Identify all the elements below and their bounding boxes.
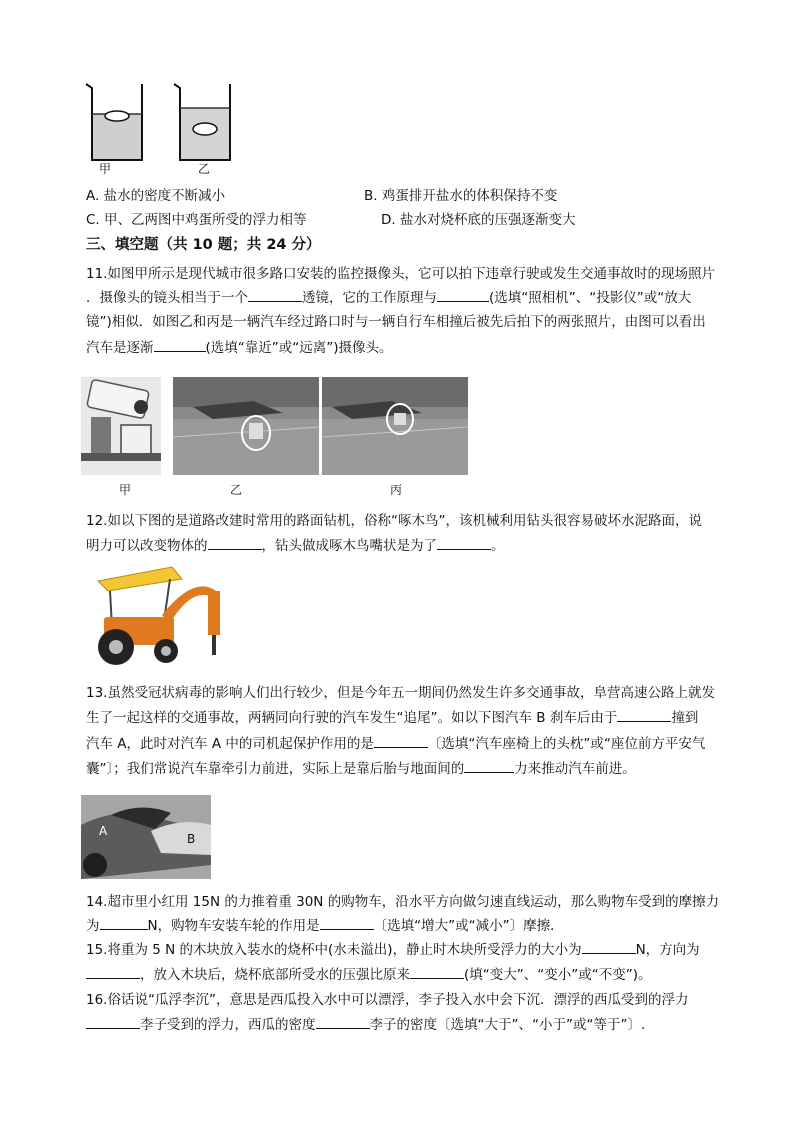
photo-caption-yi: 乙 [229,483,242,497]
answer-blank[interactable] [374,733,428,748]
q15-line1 [86,938,700,962]
answer-blank[interactable] [437,535,491,550]
answer-blank[interactable] [154,337,206,352]
q12-text: 明力可以改变物体的 [86,538,208,554]
beaker-yi [174,84,230,160]
camera-drawing [81,377,161,475]
q14-text: 为 [86,918,100,934]
beaker-jia [86,84,142,160]
q11-text: (选填“靠近”或“远离”)摄像头。 [205,340,393,356]
q14-line2 [86,914,564,938]
answer-blank[interactable] [464,758,514,773]
q15-line2 [86,963,652,987]
answer-blank[interactable] [248,287,302,302]
q11-line1: 11.如图甲所示是现代城市很多路口安装的监控摄像头，它可以拍下违章行驶或发生交通事故时的现场照片 [86,266,715,282]
q15-text: ，放入木块后，烧杯底部所受水的压强比原来 [140,967,410,983]
egg-jia [105,111,129,121]
q11-text: (选填“照相机”、“投影仪”或“放大 [489,290,692,306]
answer-blank[interactable] [410,964,464,979]
q14-text: 〔选填“增大”或“减小”〕摩擦． [373,918,564,934]
traffic-drawing-bing [322,377,468,475]
option-c: C. 甲、乙两图中鸡蛋所受的浮力相等 [86,212,307,228]
q13-line4 [86,757,636,781]
q16-text: 李子的密度〔选填“大于”、“小于”或“等于”〕. [369,1017,646,1033]
q15-text: N，方向为 [635,942,700,958]
road-drill-drawing [84,565,240,671]
q12-text: 。 [491,538,505,554]
camera-photo [81,377,161,475]
q15-text: 15.将重为 5 N 的木块放入装水的烧杯中(水未溢出)，静止时木块所受浮力的大小为 [86,942,582,958]
section-heading: 三、填空题（共 10 题；共 24 分） [86,237,321,253]
q13-text: 汽车 A，此时对汽车 A 中的司机起保护作用的是 [86,736,374,752]
answer-blank[interactable] [437,287,489,302]
photo-caption-bing: 丙 [389,483,402,497]
q14-text: N，购物车安装车轮的作用是 [147,918,320,934]
q13-text: 撞到 [671,710,699,726]
rear-end-collision-photo [81,795,211,879]
answer-blank[interactable] [617,707,671,722]
q16-line1: 16.俗话说“瓜浮李沉”，意思是西瓜投入水中可以漂浮，李子投入水中会下沉．漂浮的西瓜受到的浮力 [86,992,689,1008]
option-a: A. 盐水的密度不断减小 [86,188,226,204]
photo-caption-jia: 甲 [118,483,131,497]
q16-text: 李子受到的浮力，西瓜的密度 [140,1017,316,1033]
road-drill-image [84,565,240,671]
q16-line2 [86,1013,645,1037]
q11-text: ．摄像头的镜头相当于一个 [86,290,248,306]
beaker-label-yi: 乙 [197,162,210,176]
q12-text: ，钻头做成啄木鸟嘴状是为了 [261,538,437,554]
q13-line1: 13.虽然受冠状病毒的影响人们出行较少，但是今年五一期间仍然发生许多交通事故，阜营高速公路上就发 [86,685,715,701]
beaker-label-jia: 甲 [98,162,111,176]
q11-text: 透镜，它的工作原理与 [302,290,437,306]
q11-text: 汽车是逐渐 [86,340,154,356]
collision-drawing [81,795,211,879]
q11-line4 [86,336,393,360]
traffic-photo-yi [173,377,319,475]
answer-blank[interactable] [208,535,262,550]
egg-yi [193,123,217,135]
answer-blank[interactable] [86,1014,140,1029]
q12-line1: 12.如以下图的是道路改建时常用的路面钻机，俗称“啄木鸟”，该机械利用钻头很容易破坏水泥路面，说 [86,513,702,529]
q13-text: 力来推动汽车前进。 [514,761,636,777]
answer-blank[interactable] [320,915,374,930]
traffic-drawing-yi [173,377,319,475]
answer-blank[interactable] [100,915,148,930]
q13-line3 [86,732,705,756]
q15-text: (填“变大”、“变小”或“不变”)。 [464,967,652,983]
answer-blank[interactable] [316,1014,370,1029]
option-b: B. 鸡蛋排开盐水的体积保持不变 [364,188,558,204]
q13-text: 囊”〕；我们常说汽车靠牵引力前进，实际上是靠后胎与地面间的 [86,761,465,777]
option-d: D. 盐水对烧杯底的压强逐渐变大 [381,212,576,228]
q13-text: 生了一起这样的交通事故，两辆同向行驶的汽车发生“追尾”。如以下图汽车 B 刹车后由于 [86,710,618,726]
q11-line3: 镜”)相似．如图乙和丙是一辆汽车经过路口时与一辆自行车相撞后被先后拍下的两张照片，由图可以看出 [86,314,706,330]
q13-line2 [86,706,698,730]
car-b-label: B [187,832,196,846]
answer-blank[interactable] [582,939,636,954]
q13-text: 〔选填“汽车座椅上的头枕”或“座位前方平安气 [427,736,706,752]
car-a-label: A [99,824,108,838]
q14-line1: 14.超市里小红用 15N 的力推着重 30N 的购物车，沿水平方向做匀速直线运动，那么购物车受到的摩擦力 [86,894,720,910]
traffic-photo-bing [322,377,468,475]
q11-line2 [86,286,691,310]
answer-blank[interactable] [86,964,140,979]
q12-line2 [86,534,505,558]
